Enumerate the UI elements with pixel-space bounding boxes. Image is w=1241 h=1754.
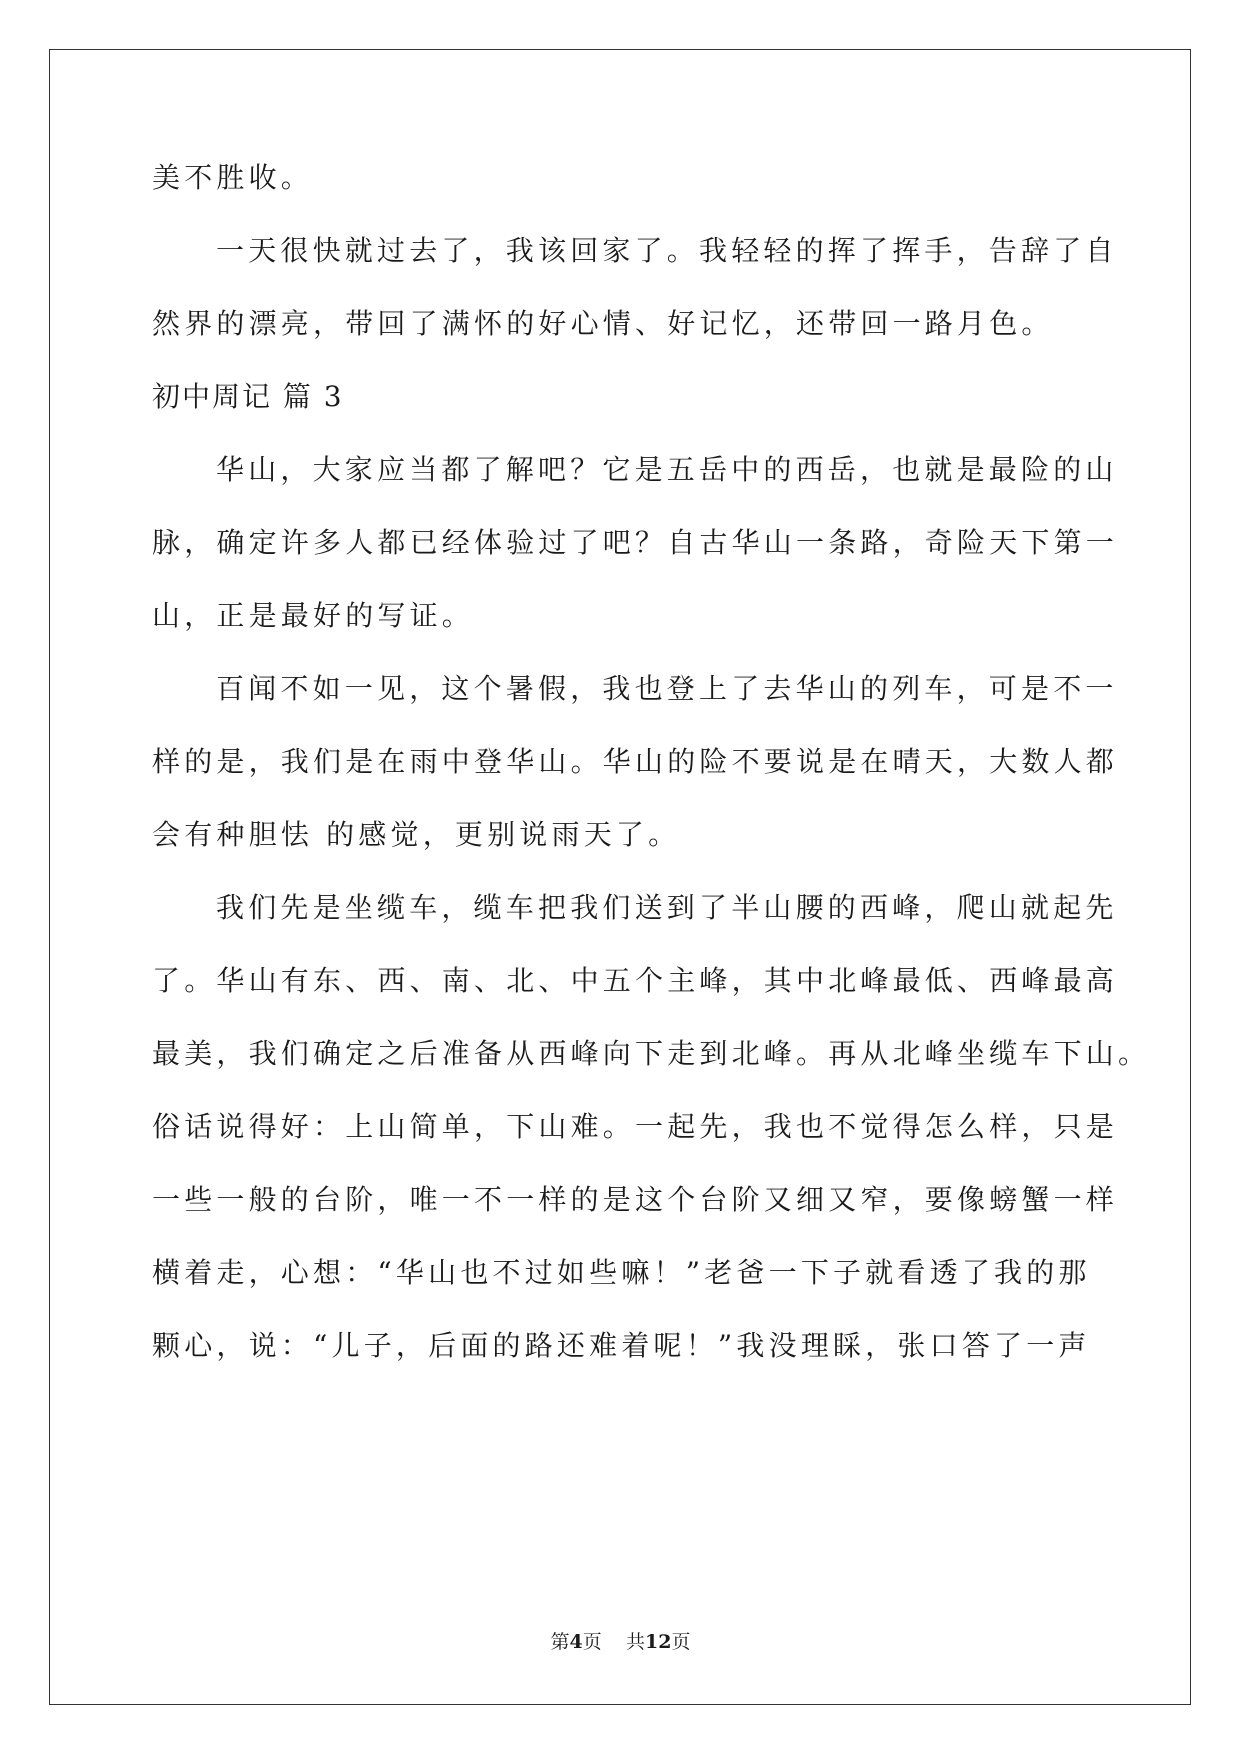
text-line: 会有种胆怯 的感觉，更别说雨天了。: [152, 818, 681, 851]
paragraph-start-line: 一天很快就过去了，我该回家了。我轻轻的挥了挥手，告辞了自: [216, 234, 1118, 267]
text-line: 横着走，心想：“华山也不过如些嘛！”老爸一下子就看透了我的那: [152, 1256, 1091, 1289]
text-line: 美不胜收。: [152, 161, 314, 194]
paragraph-start-line: 我们先是坐缆车，缆车把我们送到了半山腰的西峰，爬山就起先: [216, 891, 1118, 924]
paragraph-start-line: 百闻不如一见，这个暑假，我也登上了去华山的列车，可是不一: [216, 672, 1118, 705]
text-line: 了。华山有东、西、南、北、中五个主峰，其中北峰最低、西峰最高: [152, 964, 1119, 997]
text-line: 最美，我们确定之后准备从西峰向下走到北峰。再从北峰坐缆车下山。: [152, 1037, 1151, 1070]
text-line: 颗心，说：“儿子，后面的路还难着呢！”我没理睬，张口答了一声: [152, 1329, 1091, 1362]
paragraph-start-line: 华山，大家应当都了解吧？它是五岳中的西岳，也就是最险的山: [216, 453, 1118, 486]
footer-prefix: 第: [550, 1631, 570, 1653]
text-line: 山，正是最好的写证。: [152, 599, 475, 632]
section-heading: 初中周记 篇 3: [152, 380, 344, 413]
current-page-number: 4: [569, 1631, 583, 1653]
total-page-count: 12: [644, 1631, 672, 1653]
page-border: [49, 49, 1191, 1705]
text-line: 俗话说得好：上山简单，下山难。一起先，我也不觉得怎么样，只是: [152, 1110, 1119, 1143]
footer-page-word: 页: [582, 1631, 602, 1653]
text-line: 脉，确定许多人都已经体验过了吧？自古华山一条路，奇险天下第一: [152, 526, 1119, 559]
text-line: 一些一般的台阶，唯一不一样的是这个台阶又细又窄，要像螃蟹一样: [152, 1183, 1119, 1216]
text-line: 样的是，我们是在雨中登华山。华山的险不要说是在晴天，大数人都: [152, 745, 1119, 778]
text-line: 然界的漂亮，带回了满怀的好心情、好记忆，还带回一路月色。: [152, 307, 1054, 340]
footer-total-word: 页: [671, 1631, 691, 1653]
page-footer: [0, 1630, 1241, 1654]
footer-total-prefix: 共: [625, 1631, 645, 1653]
